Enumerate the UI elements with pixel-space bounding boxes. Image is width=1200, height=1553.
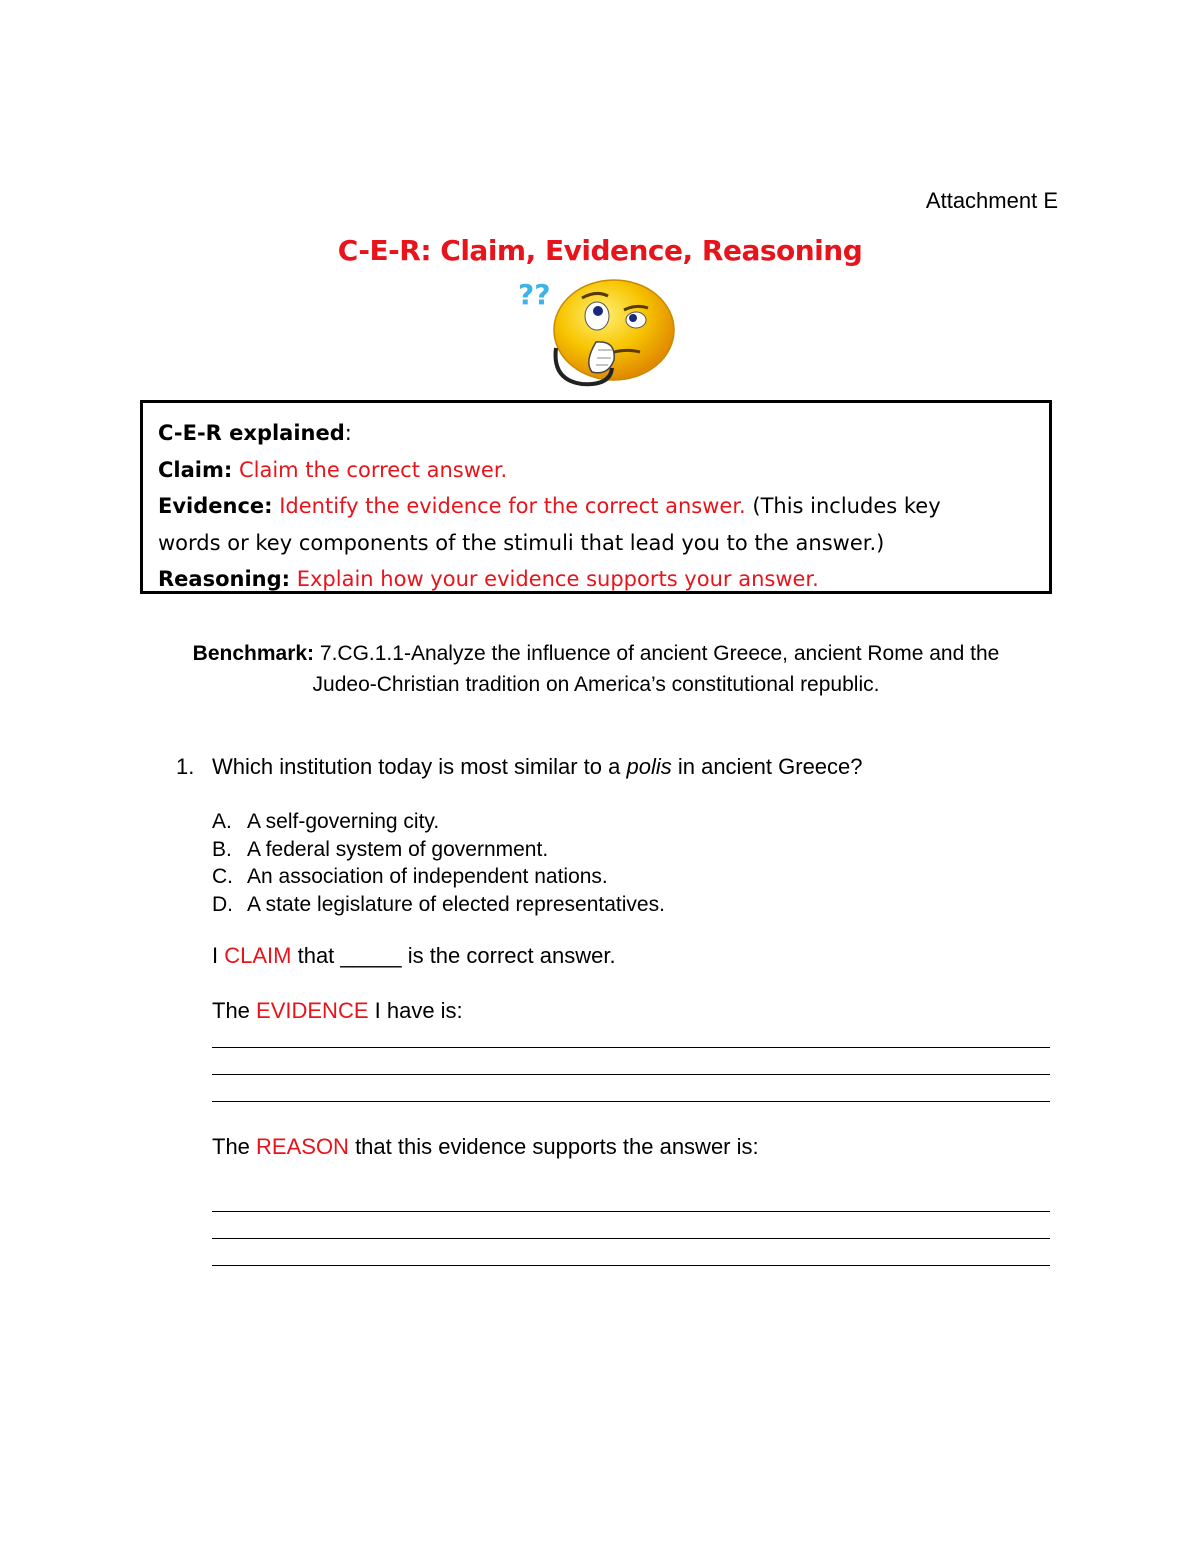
reason-answer-line[interactable] <box>212 1238 1050 1239</box>
reasoning-label: Reasoning: <box>158 567 291 591</box>
answer-options <box>212 808 665 918</box>
claim-keyword: CLAIM <box>224 943 292 968</box>
claim-sentence <box>212 943 616 969</box>
claim-definition: Claim the correct answer. <box>238 457 508 482</box>
question-marks: ?? <box>518 278 551 311</box>
reason-keyword: REASON <box>256 1134 349 1159</box>
cer-reasoning-line <box>158 561 1034 598</box>
benchmark-line-1 <box>140 638 1052 669</box>
cer-evidence-line <box>158 488 1034 525</box>
cer-heading <box>158 415 1034 452</box>
reason-answer-line[interactable] <box>212 1265 1050 1266</box>
question-number: 1. <box>176 754 195 779</box>
evidence-answer-line[interactable] <box>212 1047 1050 1048</box>
evidence-answer-line[interactable] <box>212 1101 1050 1102</box>
option-text: A self-governing city. <box>247 810 440 833</box>
option-letter: B. <box>212 837 232 861</box>
cer-heading-colon: : <box>344 421 352 445</box>
option-text: A state legislature of elected representatives. <box>247 892 665 916</box>
evidence-answer-line[interactable] <box>212 1074 1050 1075</box>
cer-explanation-box <box>140 400 1052 594</box>
benchmark-label: Benchmark: <box>192 642 315 665</box>
evidence-sentence <box>212 998 463 1024</box>
benchmark <box>140 638 1052 700</box>
evidence-keyword: EVIDENCE <box>256 998 369 1023</box>
claim-label: Claim: <box>158 457 233 482</box>
evidence-note-end: words or key components of the stimuli that lead you to the answer.) <box>158 530 885 555</box>
reason-answer-line[interactable] <box>212 1211 1050 1212</box>
reason-sentence <box>212 1134 759 1160</box>
evidence-prefix: The <box>212 998 257 1023</box>
evidence-note-start: (This includes key <box>745 494 941 518</box>
option-c <box>212 863 665 891</box>
option-a <box>212 808 665 836</box>
option-text: A federal system of government. <box>247 837 549 861</box>
reasoning-definition: Explain how your evidence supports your answer. <box>296 567 819 591</box>
evidence-suffix: I have is: <box>368 998 463 1023</box>
option-letter: A. <box>212 810 232 833</box>
question-text-end: in ancient Greece? <box>671 754 863 779</box>
evidence-label: Evidence: <box>158 494 273 518</box>
claim-prefix: I <box>212 943 225 968</box>
attachment-label: Attachment E <box>925 188 1058 213</box>
evidence-definition: Identify the evidence for the correct answer. <box>279 494 746 518</box>
question-text-start: Which institution today is most similar to a <box>212 754 627 779</box>
option-b <box>212 836 665 864</box>
benchmark-text-2: Judeo-Christian tradition on America’s constitutional republic. <box>312 673 880 696</box>
reason-suffix: that this evidence supports the answer is: <box>348 1134 759 1159</box>
cer-heading-label: C-E-R explained <box>158 421 345 445</box>
thinking-face-icon <box>512 276 682 391</box>
option-text: An association of independent nations. <box>247 865 608 888</box>
option-letter: D. <box>212 892 233 916</box>
option-letter: C. <box>212 865 233 888</box>
question-1 <box>176 754 863 780</box>
cer-claim-line <box>158 452 1034 489</box>
reason-prefix: The <box>212 1134 257 1159</box>
page-title: C-E-R: Claim, Evidence, Reasoning <box>337 234 863 267</box>
benchmark-text-1: 7.CG.1.1-Analyze the influence of ancient Greece, ancient Rome and the <box>319 642 1000 665</box>
option-d <box>212 891 665 919</box>
question-term: polis <box>626 754 672 779</box>
claim-suffix: that _____ is the correct answer. <box>291 943 616 968</box>
